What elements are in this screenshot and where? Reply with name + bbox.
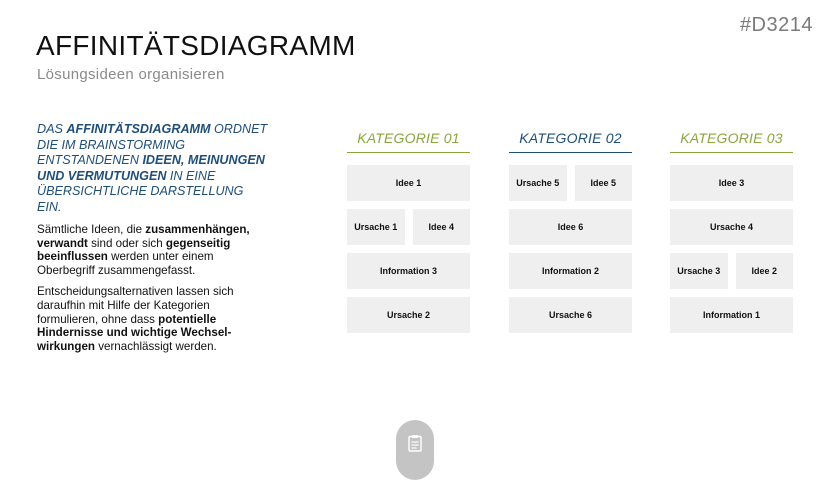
idea-card: Ursache 1	[347, 209, 405, 245]
card-row	[347, 209, 470, 245]
clipboard-button[interactable]	[396, 420, 434, 480]
text-segment: potentielle Hindernisse und wichtige Wechsel-wirkungen	[37, 312, 232, 353]
text-segment: Entscheidungsalternativen lassen sich daraufhin mit Hilfe der Kategorien formulieren, ohne dass	[37, 285, 234, 326]
text-segment: sind oder sich	[87, 236, 166, 250]
slide-code: #D3214	[739, 14, 813, 36]
text-segment: werden unter einem Oberbegriff zusammengefasst.	[37, 250, 214, 277]
card-row	[347, 165, 470, 201]
category-column-2	[509, 130, 632, 341]
idea-card: Idee 6	[509, 209, 632, 245]
category-underline	[670, 152, 793, 153]
text-segment: vernachlässigt werden.	[94, 339, 217, 353]
idea-card: Idee 5	[575, 165, 633, 201]
idea-card: Ursache 6	[509, 297, 632, 333]
text-segment: IN EINE ÜBERSICHTLICHE DARSTELLUNG EIN.	[37, 168, 244, 214]
category-underline	[347, 152, 470, 153]
idea-card: Idee 1	[347, 165, 470, 201]
category-column-3	[670, 130, 793, 341]
card-row	[509, 297, 632, 333]
paragraph-1	[37, 223, 269, 277]
card-row	[670, 297, 793, 333]
card-row	[670, 253, 793, 289]
paragraph-2	[37, 285, 269, 353]
idea-card: Ursache 5	[509, 165, 567, 201]
intro-text	[37, 122, 269, 215]
idea-card: Idee 2	[736, 253, 794, 289]
text-segment: zusammenhängen, verwandt	[37, 223, 250, 250]
category-heading: KATEGORIE 03	[680, 130, 783, 146]
idea-card: Information 3	[347, 253, 470, 289]
card-row	[509, 209, 632, 245]
idea-card: Information 2	[509, 253, 632, 289]
text-segment: ORDNET DIE IM BRAINSTORMING ENTSTANDENEN	[37, 122, 268, 167]
card-row	[509, 253, 632, 289]
text-segment: Sämtliche Ideen, die	[37, 223, 146, 236]
idea-card: Information 1	[670, 297, 793, 333]
text-segment: IDEEN, MEINUNGEN UND VERMUTUNGEN	[37, 153, 265, 183]
category-heading: KATEGORIE 02	[519, 130, 622, 146]
idea-card: Idee 3	[670, 165, 793, 201]
page-title: AFFINITÄTSDIAGRAMM	[36, 30, 356, 61]
category-heading: KATEGORIE 01	[357, 130, 460, 146]
idea-card: Ursache 2	[347, 297, 470, 333]
category-underline	[509, 152, 632, 153]
text-segment: gegenseitig beeinflussen	[37, 236, 231, 264]
idea-card: Ursache 3	[670, 253, 728, 289]
card-row	[347, 253, 470, 289]
text-segment: DAS	[37, 122, 67, 136]
category-column-1	[347, 130, 470, 341]
card-row	[509, 165, 632, 201]
idea-card: Ursache 4	[670, 209, 793, 245]
text-segment: AFFINITÄTSDIAGRAMM	[66, 122, 211, 136]
page-subtitle: Lösungsideen organisieren	[37, 66, 225, 83]
card-row	[670, 165, 793, 201]
clipboard-icon	[408, 434, 422, 452]
idea-card: Idee 4	[413, 209, 471, 245]
card-row	[347, 297, 470, 333]
card-row	[670, 209, 793, 245]
description-panel	[37, 122, 269, 361]
